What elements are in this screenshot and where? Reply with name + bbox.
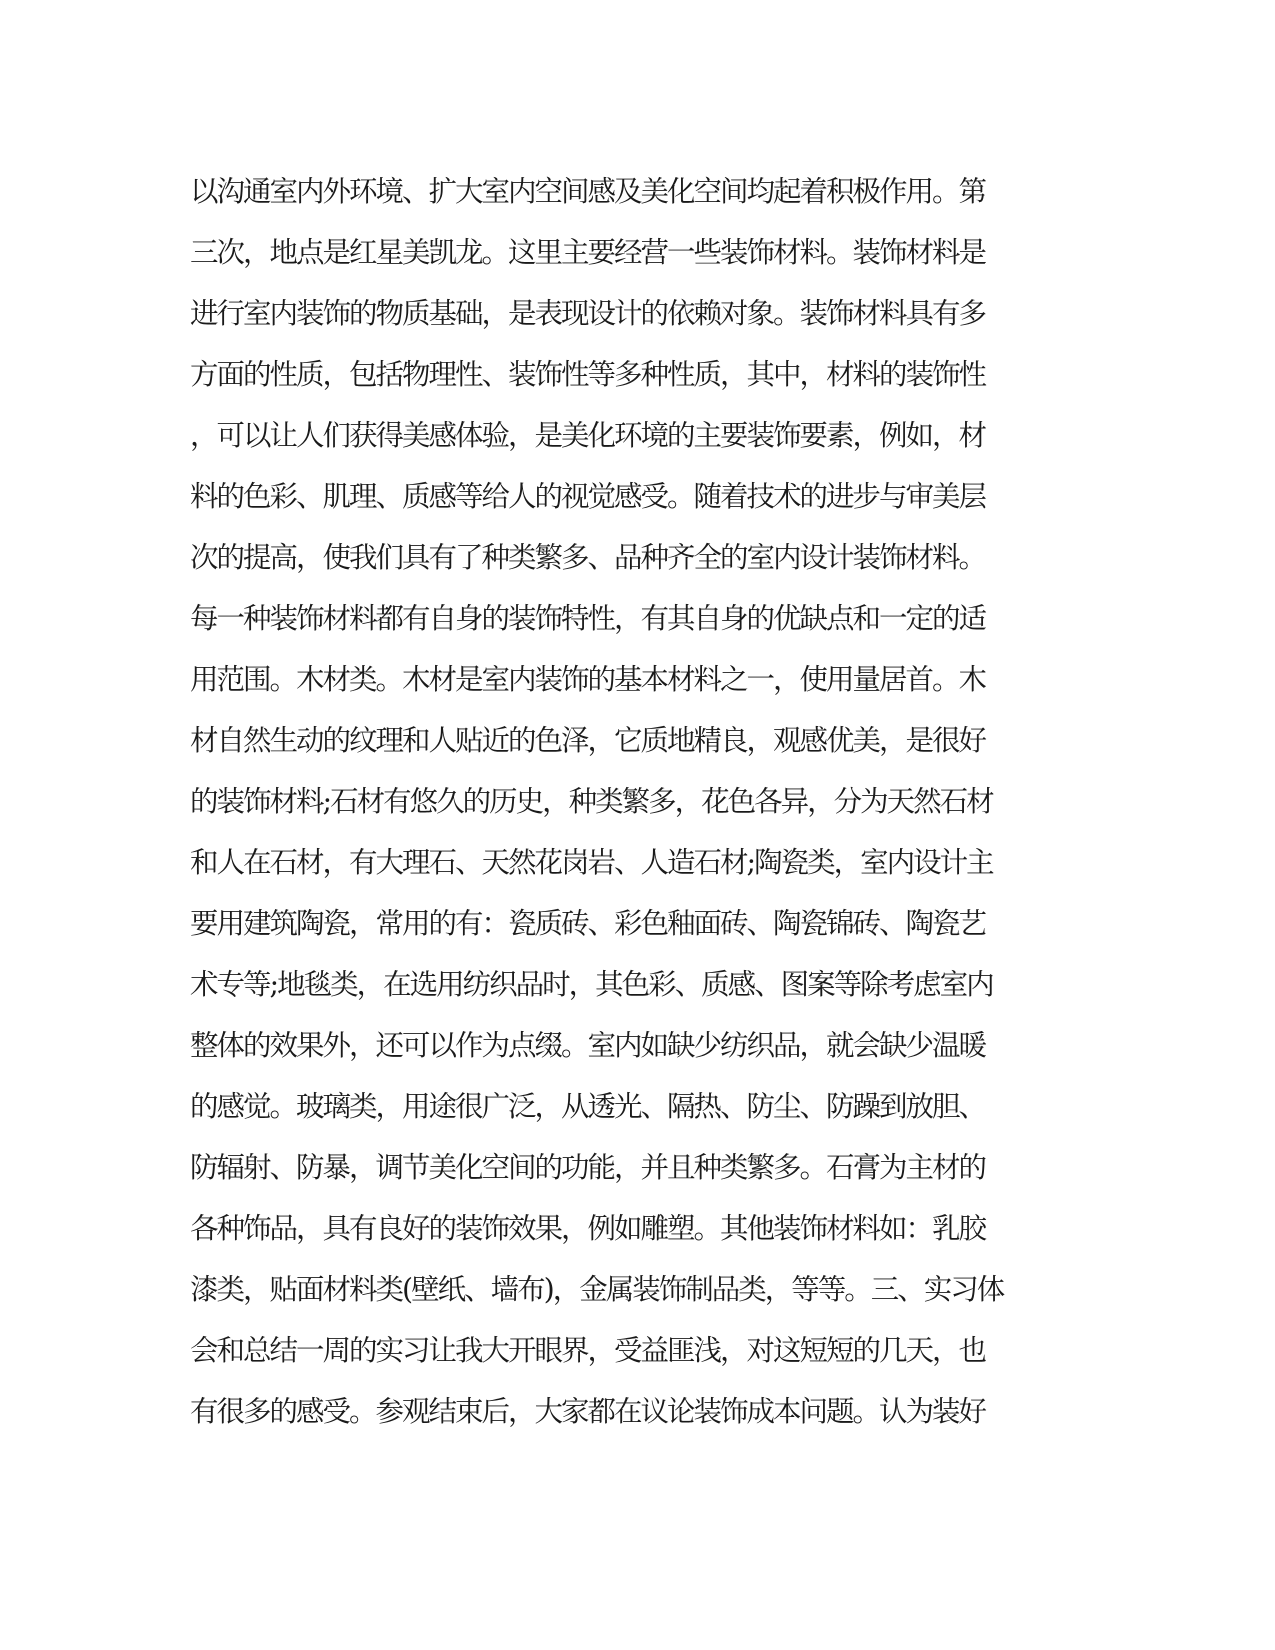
text-line-18: 各种饰品，具有良好的装饰效果，例如雕塑。其他装饰材料如：乳胶 [190,1212,986,1245]
text-line-9: 用范围。木材类。木材是室内装饰的基本材料之一，使用量居首。木 [190,663,986,696]
text-line-3: 进行室内装饰的物质基础，是表现设计的依赖对象。装饰材料具有多 [190,297,986,330]
text-line-8: 每一种装饰材料都有自身的装饰特性，有其自身的优缺点和一定的适 [190,602,986,635]
text-line-14: 术专等;地毯类，在选用纺织品时，其色彩、质感、图案等除考虑室内 [190,968,993,1001]
text-line-2: 三次，地点是红星美凯龙。这里主要经营一些装饰材料。装饰材料是 [190,236,986,269]
text-line-17: 防辐射、防暴，调节美化空间的功能，并且种类繁多。石膏为主材的 [190,1151,986,1184]
text-line-21: 有很多的感受。参观结束后，大家都在议论装饰成本问题。认为装好 [190,1395,986,1428]
body-text [190,161,1090,1442]
text-line-4: 方面的性质，包括物理性、装饰性等多种性质，其中，材料的装饰性 [190,358,986,391]
text-line-12: 和人在石材，有大理石、天然花岗岩、人造石材;陶瓷类，室内设计主 [190,846,993,879]
text-line-19: 漆类，贴面材料类(壁纸、墙布)，金属装饰制品类，等等。三、实习体 [190,1273,1004,1306]
text-line-11: 的装饰材料;石材有悠久的历史，种类繁多，花色各异，分为天然石材 [190,785,993,818]
text-line-15: 整体的效果外，还可以作为点缀。室内如缺少纺织品，就会缺少温暖 [190,1029,986,1062]
text-line-13: 要用建筑陶瓷，常用的有：瓷质砖、彩色釉面砖、陶瓷锦砖、陶瓷艺 [190,907,986,940]
text-line-16: 的感觉。玻璃类，用途很广泛，从透光、隔热、防尘、防躁到放胆、 [190,1090,986,1123]
text-line-10: 材自然生动的纹理和人贴近的色泽，它质地精良，观感优美，是很好 [190,724,986,757]
text-line-20: 会和总结一周的实习让我大开眼界，受益匪浅，对这短短的几天，也 [190,1334,986,1367]
text-line-6: 料的色彩、肌理、质感等给人的视觉感受。随着技术的进步与审美层 [190,480,986,513]
text-line-5: ，可以让人们获得美感体验，是美化环境的主要装饰要素，例如，材 [190,419,986,452]
text-line-1: 以沟通室内外环境、扩大室内空间感及美化空间均起着积极作用。第 [190,175,986,208]
text-line-7: 次的提高，使我们具有了种类繁多、品种齐全的室内设计装饰材料。 [190,541,986,574]
